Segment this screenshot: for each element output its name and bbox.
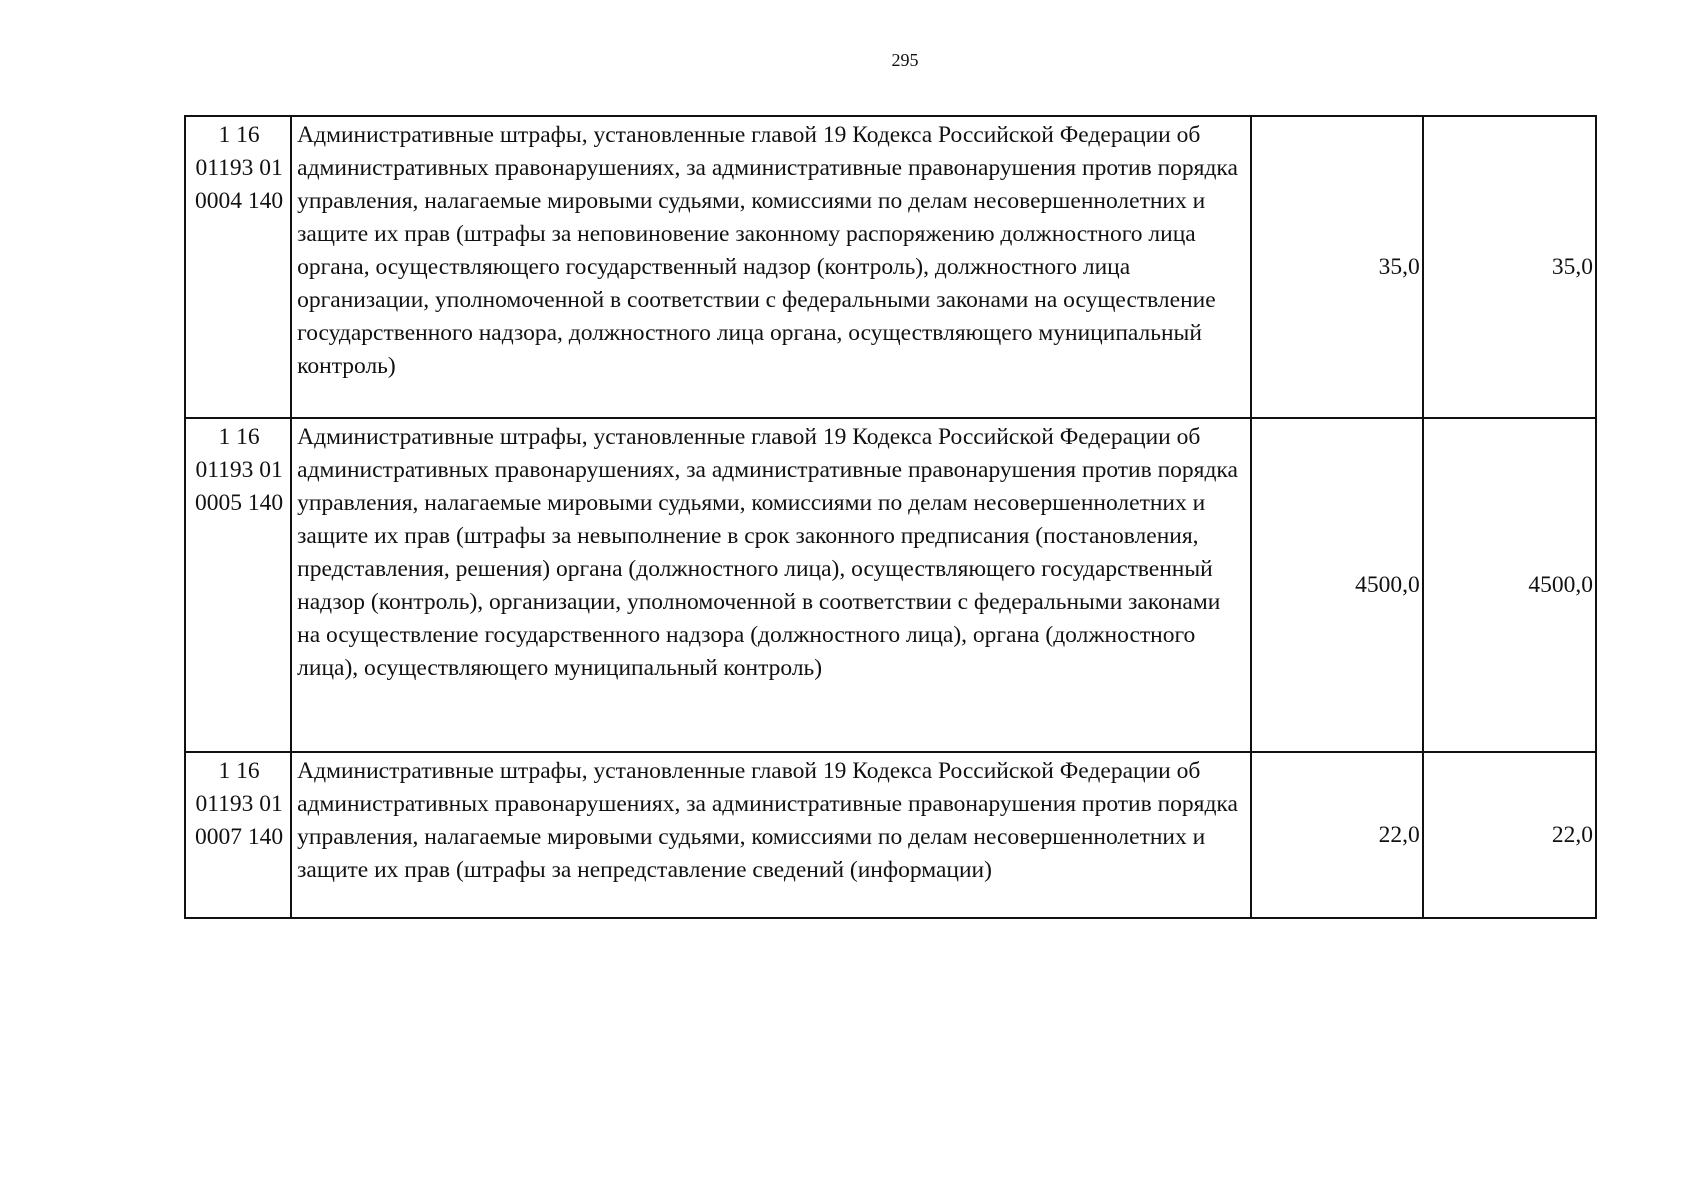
amount-cell-2: 22,0: [1423, 752, 1596, 918]
classification-code-cell: [185, 116, 291, 418]
table-row: [185, 116, 1596, 418]
code-line: 0005 140: [195, 490, 284, 516]
amount-cell-2: 35,0: [1423, 116, 1596, 418]
code-line: 01193 01: [195, 457, 283, 483]
budget-table: [184, 115, 1597, 919]
description-cell: Административные штрафы, установленные главой 19 Кодекса Российской Федерации об административных правонарушениях, за административные правонарушения против порядка управления, налагаемые мировыми судьями, комиссиями по делам несовершеннолетних и защите их прав (штрафы за неповиновение законному распоряжению должностного лица органа, осуществляющего государственный надзор (контроль), должностного лица организации, уполномоченной в соответствии с федеральными законами на осуществление государственного надзора, должностного лица органа, осуществляющего муниципальный контроль): [291, 116, 1250, 418]
amount-cell-1: 22,0: [1251, 752, 1423, 918]
code-line: 1 16: [218, 758, 260, 784]
amount-cell-1: 4500,0: [1251, 418, 1423, 752]
classification-code-cell: [185, 752, 291, 918]
amount-cell-1: 35,0: [1251, 116, 1423, 418]
code-line: 0004 140: [195, 188, 284, 214]
table-row: [185, 418, 1596, 752]
amount-cell-2: 4500,0: [1423, 418, 1596, 752]
code-line: 1 16: [218, 424, 260, 450]
code-line: 1 16: [218, 122, 260, 148]
code-line: 01193 01: [195, 155, 283, 181]
table-row: [185, 752, 1596, 918]
code-line: 0007 140: [195, 824, 284, 850]
classification-code-cell: [185, 418, 291, 752]
description-cell: Административные штрафы, установленные главой 19 Кодекса Российской Федерации об административных правонарушениях, за административные правонарушения против порядка управления, налагаемые мировыми судьями, комиссиями по делам несовершеннолетних и защите их прав (штрафы за непредставление сведений (информации): [291, 752, 1250, 918]
code-line: 01193 01: [195, 791, 283, 817]
description-cell: Административные штрафы, установленные главой 19 Кодекса Российской Федерации об административных правонарушениях, за административные правонарушения против порядка управления, налагаемые мировыми судьями, комиссиями по делам несовершеннолетних и защите их прав (штрафы за невыполнение в срок законного предписания (постановления, представления, решения) органа (должностного лица), осуществляющего государственный надзор (контроль), организации, уполномоченной в соответствии с федеральными законами на осуществление государственного надзора (должностного лица), органа (должностного лица), осуществляющего муниципальный контроль): [291, 418, 1250, 752]
page-number: 295: [891, 50, 919, 70]
